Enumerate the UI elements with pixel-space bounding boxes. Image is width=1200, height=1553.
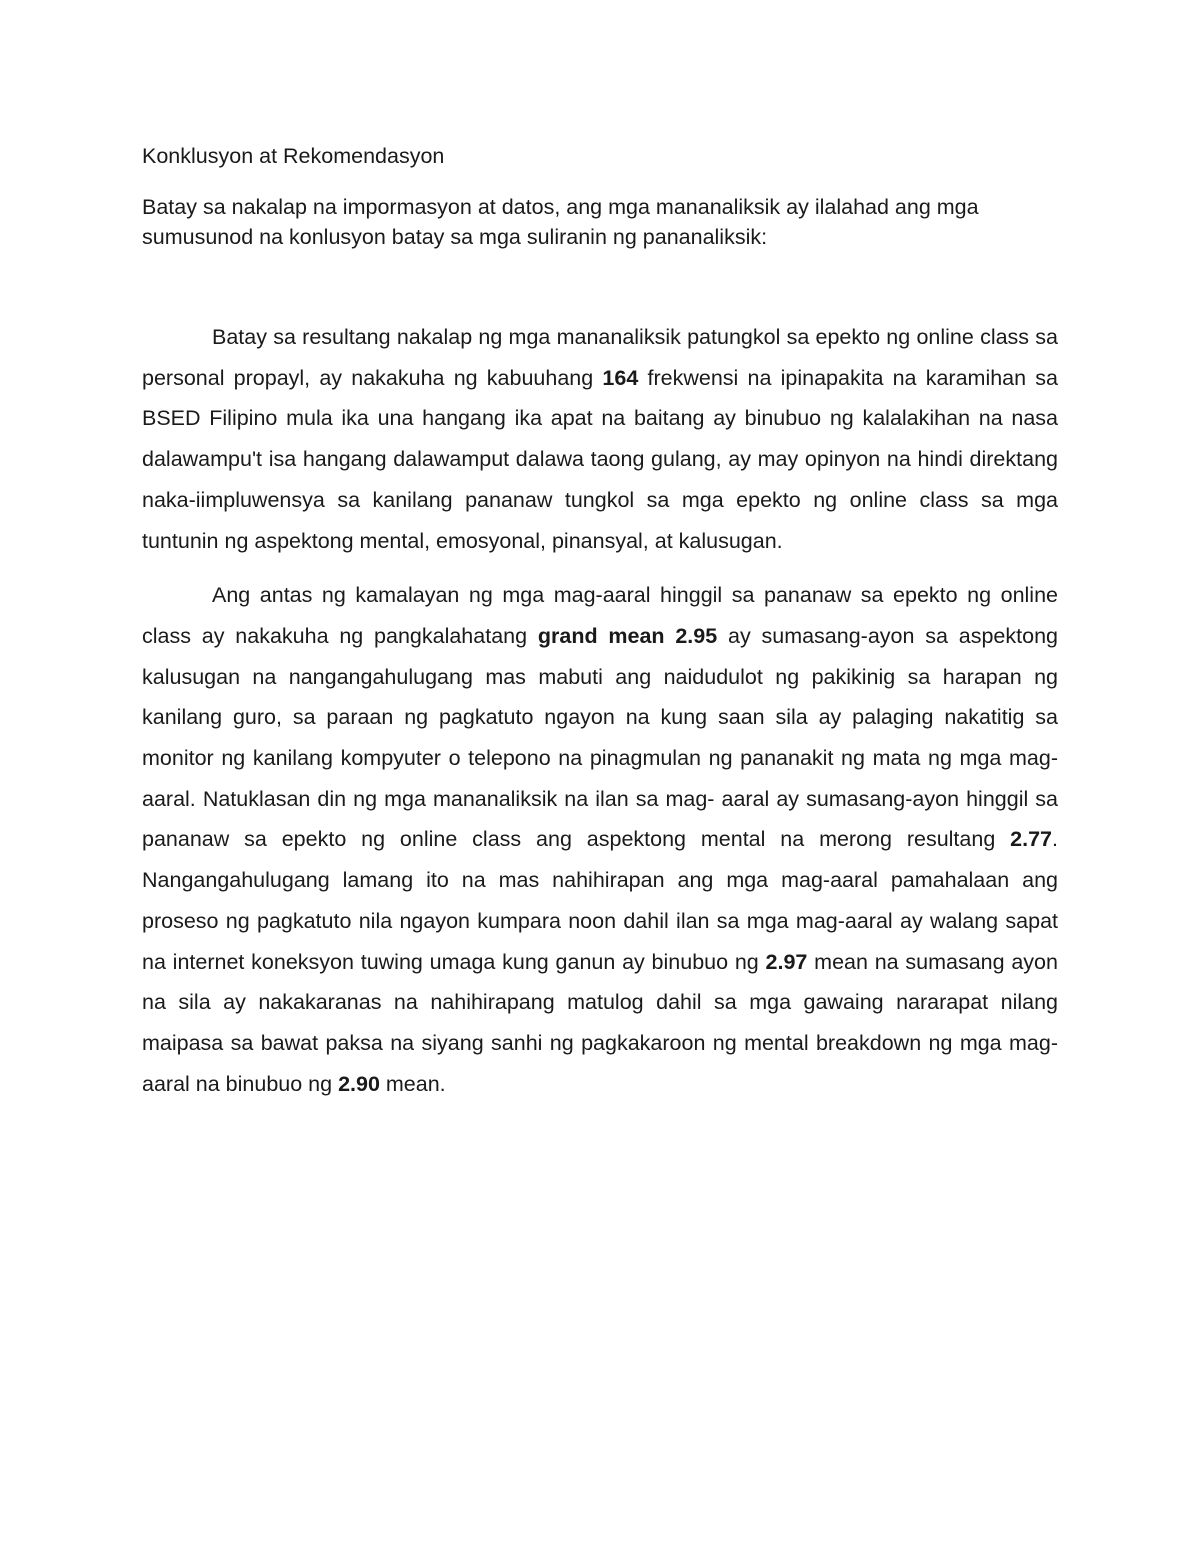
frequency-total-value: 164 (602, 365, 639, 390)
conclusion-paragraph-2 (142, 575, 1058, 1104)
document-title: Konklusyon at Rekomendasyon (142, 144, 445, 168)
paragraph-2-text-d: mean na sumasang ayon na sila ay nakakaranas na nahihirapang matulog dahil sa mga gawaing nararapat nilang maipasa sa bawat paksa na siyang sanhi ng pagkakaroon ng mental breakdown ng mga mag-aaral na binubuo ng (142, 949, 1058, 1096)
paragraph-1-text-b: frekwensi na ipinapakita na karamihan sa BSED Filipino mula ika una hangang ika apat na baitang ay binubuo ng kalalakihan na nasa dalawampu't isa hangang dalawamput dalawa taong gulang, ay may opinyon na hindi direktang naka-iimpluwensya sa kanilang pananaw tungkol sa mga epekto ng online class sa mga tuntunin ng aspektong mental, emosyonal, pinansyal, at kalusugan. (142, 365, 1058, 553)
sleep-mean-value: 2.97 (765, 949, 808, 974)
document-content (142, 140, 1058, 1104)
paragraph-2-text-b: ay sumasang-ayon sa aspektong kalusugan na nangangahulugang mas mabuti ang naidudulot ng pakikinig sa harapan ng kanilang guro, sa paraan ng pagkatuto ngayon na kung saan sila ay palaging nakatitig sa monitor ng kanilang kompyuter o telepono na pinagmulan ng pananakit ng mata ng mga mag-aaral. Natuklasan din ng mga mananaliksik na ilan sa mag- aaral ay sumasang-ayon hinggil sa pananaw sa epekto ng online class ang aspektong mental na merong resultang (142, 623, 1058, 852)
paragraph-1-text-a: Batay sa resultang nakalap ng mga mananaliksik patungkol sa epekto ng online class sa personal propayl, ay nakakuha ng kabuuhang (142, 325, 1058, 390)
paragraph-2-text-c: . Nangangahulugang lamang ito na mas nahihirapan ang mga mag-aaral pamahalaan ang proseso ng pagkatuto nila ngayon kumpara noon dahil ilan sa mga mag-aaral ay walang sapat na internet koneksyon tuwing umaga kung ganun ay binubuo ng (142, 827, 1058, 974)
paragraph-2-text-e: mean. (379, 1071, 446, 1096)
conclusion-paragraph-1 (142, 317, 1058, 561)
paragraph-2-text-a: Ang antas ng kamalayan ng mga mag-aaral hinggil sa pananaw sa epekto ng online class ay nakakuha ng pangkalahatang (142, 583, 1058, 648)
breakdown-mean-value: 2.90 (338, 1071, 380, 1096)
intro-paragraph: Batay sa nakalap na impormasyon at datos, ang mga mananaliksik ay ilalahad ang mga sumusunod na konlusyon batay sa mga suliranin ng pananaliksik: (142, 195, 979, 249)
mental-mean-value: 2.77 (1010, 827, 1053, 852)
grand-mean-value: grand mean 2.95 (537, 623, 718, 648)
